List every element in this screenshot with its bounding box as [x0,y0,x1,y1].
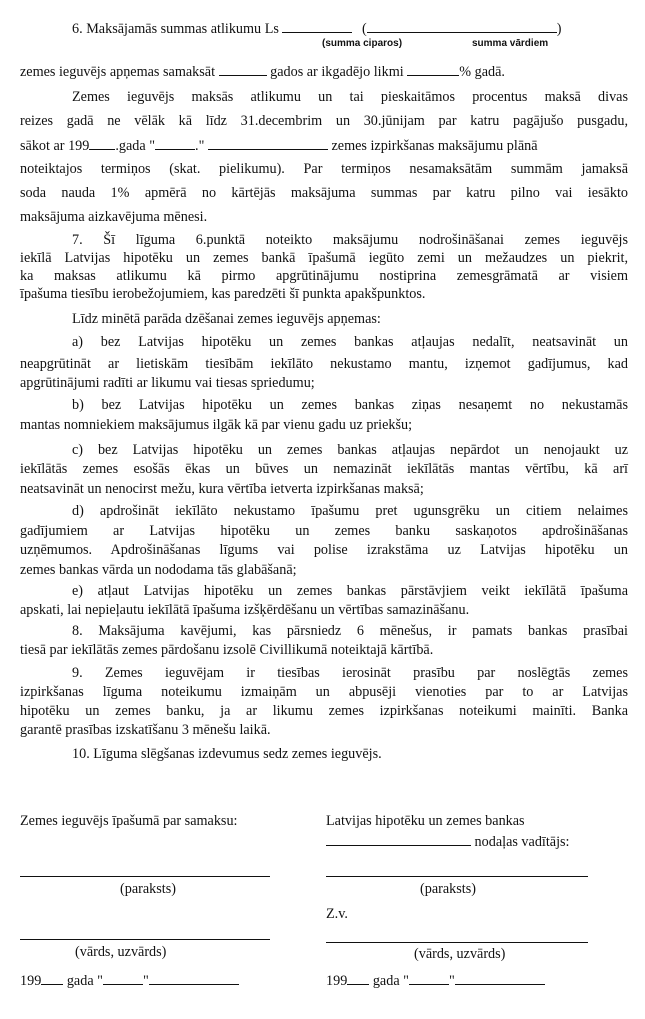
clause-7-line-2: iekīlā Latvijas hipotēku un zemes bankā īpašumā iegūto zemi un mežaudzes un piekrit, [20,250,628,266]
clause-7d-line-3: uzņēmumos. Apdrošināšanas līgums vai polise izrakstāma uz Latvijas hipotēku un [20,542,628,558]
clause-9-line-1: 9. Zemes ieguvējam ir tiesības ierosināt prasību par noslēgtās zemes [72,665,628,681]
clause-6-p2-line-6: maksājuma aizkavējuma mēnesi. [20,209,208,225]
left-date: 199 gada " " [20,971,239,990]
right-date: 199 gada " " [326,971,545,990]
right-date-year-blank [347,971,369,985]
years-blank [219,62,267,76]
clause-6-line-2: zemes ieguvējs apņemas samaksāt gados ar ikgadējo likmi % gadā. [20,64,505,80]
clause-9-line-3: hipotēku un zemes banku, ja ar likumu zemes izpirkšanas noteikumi mainīti. Banka [20,703,628,719]
clause-6-p2-line-1: Zemes ieguvējs maksās atlikumu un tai pieskaitāmos procentus maksā divas [72,89,628,105]
seal-mark: Z.v. [326,906,348,922]
caption-figures: (summa ciparos) [322,38,403,49]
day-blank [155,136,195,150]
amount-words-blank [367,19,557,33]
clause-7a-line-2: neapgrūtināt ar lietiskām tiesībām iekīlāto nekustamo mantu, izņemot gadījumus, kad [20,356,628,372]
left-date-day-blank [103,971,143,985]
right-signature-heading: Latvijas hipotēku un zemes bankas [326,813,525,829]
clause-9-line-2: izpirkšanas līguma noteikumu izmaiņām un abpusēji vienoties par to ar Latvijas [20,684,628,700]
clause-9-line-4: garantē prasības izskatīšanu 3 mēnešu laikā. [20,722,271,738]
right-date-month-blank [455,971,545,985]
right-date-day-blank [409,971,449,985]
clause-7d-line-1: d) apdrošināt iekīlāto nekustamo īpašumu pret ugunsgrēku un citiem nelaimes [72,503,628,519]
clause-6-p2-line-5: soda nauda 1% apmērā no kārtējās maksājuma summas par katru pilno vai iesākto [20,185,628,201]
clause-7a-line-3: apgrūtinājumi radīti ar likumu vai tiesas spriedumu; [20,375,315,391]
clause-7-intro: Līdz minētā parāda dzēšanai zemes ieguvējs apņemas: [72,311,381,327]
clause-7-line-1: 7. Šī līguma 6.punktā noteikto maksājumu nodrošināšanai zemes ieguvējs [72,232,628,248]
clause-10: 10. Līguma slēgšanas izdevumus sedz zemes ieguvējs. [72,746,382,762]
right-branch-line: nodaļas vadītājs: [326,832,570,851]
clause-7d-line-2: gadījumiem ar Latvijas hipotēku un zemes banku saskaņotos apdrošināšanas [20,523,628,539]
right-name-line [326,942,588,943]
clause-7c-line-1: c) bez Latvijas hipotēku un zemes bankas atļaujas nepārdot un nenojaukt uz [72,442,628,458]
left-name-line [20,939,270,940]
clause-6-p2-line-2: reizes gadā ne vēlāk kā līdz 31.decembrim un 30.jūnijam par katru pagājušo pusgadu, [20,113,628,129]
clause-7-line-3: ka maksas atlikumu kā pirmo apgrūtinājumu nostiprina zemesgrāmatā ar visiem [20,268,628,284]
clause-6-line-1: 6. Maksājamās summas atlikumu Ls ( ) [72,21,562,37]
branch-name-blank [326,832,471,846]
caption-words: summa vārdiem [472,38,549,49]
month-blank [208,136,328,150]
left-signature-heading: Zemes ieguvējs īpašumā par samaksu: [20,813,238,829]
clause-7c-line-2: iekīlātās zemes esošās ēkas un būves un nemazināt iekīlātās mantas vērtību, kā arī [20,461,628,477]
clause-7e-line-1: e) atļaut Latvijas hipotēku un zemes bankas pārstāvjiem veikt iekīlātā īpašuma [72,583,628,599]
right-name-caption: (vārds, uzvārds) [414,946,506,962]
clause-8-line-1: 8. Maksājuma kavējumi, kas pārsniedz 6 mēnešus, ir pamats bankas prasībai [72,623,628,639]
right-signature-line [326,876,588,877]
left-date-year-blank [41,971,63,985]
clause-7b-line-2: mantas nomniekiem maksājumus ilgāk kā par vienu gadu uz priekšu; [20,417,413,433]
clause-7-line-4: īpašuma tiesību ierobežojumiem, kas paredzēti šī punkta apakšpunktos. [20,286,426,302]
right-signature-caption: (paraksts) [420,881,476,897]
left-date-month-blank [149,971,239,985]
left-signature-caption: (paraksts) [120,881,176,897]
clause-7e-line-2: apskati, lai nepieļautu iekīlātā īpašuma izšķērdēšanu un vērtības samazināšanu. [20,602,470,618]
clause-7b-line-1: b) bez Latvijas hipotēku un zemes bankas ziņas nesaņemt no nekustamās [72,397,628,413]
amount-figures-blank [282,19,352,33]
clause-8-line-2: tiesā par iekīlātās zemes pārdošanu izsolē Civillikumā noteiktajā kārtībā. [20,642,434,658]
clause-6-p2-line-3: sākot ar 199 .gada " ." zemes izpirkšanas maksājumu plānā [20,138,538,154]
rate-blank [407,62,459,76]
clause-7c-line-3: neatsavināt un nenocirst mežu, kura vērtība ietverta izpirkšanas maksā; [20,481,424,497]
clause-6-p2-line-4: noteiktajos termiņos (skat. pielikumu). Par termiņos nesamaksātām summām jamaksā [20,161,628,177]
left-signature-line [20,876,270,877]
left-name-caption: (vārds, uzvārds) [75,944,167,960]
clause-7a-line-1: a) bez Latvijas hipotēku un zemes bankas atļaujas nedalīt, neatsavināt un [72,334,628,350]
clause-7d-line-4: zemes bankas vārda un nododama tās glabāšanā; [20,562,297,578]
year-blank [89,136,115,150]
